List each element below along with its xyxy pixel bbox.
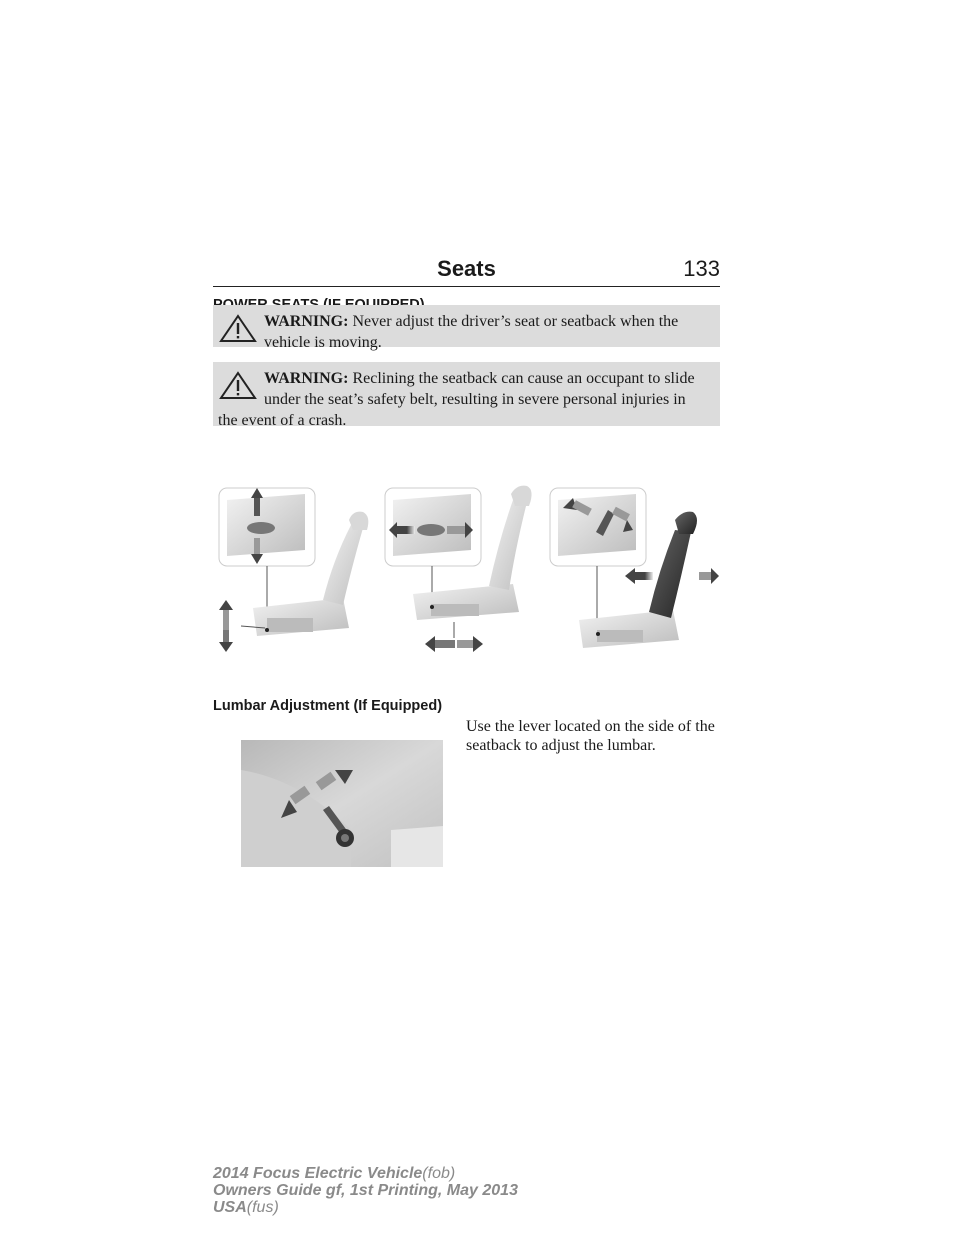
footer-guide: Owners Guide gf, 1st Printing, May 2013: [213, 1182, 518, 1199]
seat-recline-diagram: [550, 488, 719, 648]
warning-label: WARNING:: [264, 370, 349, 387]
footer-vehicle-code: (fob): [422, 1165, 456, 1182]
warning-text: Reclining the seatback can cause an occupant to slide under the seat’s safety belt, resulting in severe personal injuries in the event of a crash.: [218, 370, 695, 429]
lumbar-description: Use the lever located on the side of the seatback to adjust the lumbar.: [466, 718, 715, 754]
footer-market: USA: [213, 1199, 247, 1216]
warning-text: Never adjust the driver’s seat or seatback when the vehicle is moving.: [264, 313, 679, 351]
page-title: Seats: [437, 256, 496, 281]
warning-triangle-icon: [218, 313, 258, 343]
power-seat-illustration: [213, 480, 720, 660]
warning-box-1: [213, 305, 720, 351]
warning-box-2: [213, 362, 720, 429]
page-number: 133: [683, 256, 720, 281]
lumbar-title: Lumbar Adjustment (If Equipped): [213, 698, 443, 714]
warning-label: WARNING:: [264, 313, 349, 330]
lumbar-lever-illustration: [241, 740, 443, 867]
warning-triangle-icon: [218, 370, 258, 400]
seat-height-diagram: [219, 488, 368, 652]
footer-market-code: (fus): [246, 1199, 279, 1216]
footer-vehicle: 2014 Focus Electric Vehicle: [213, 1165, 423, 1182]
page-footer: [213, 1165, 518, 1216]
page-header: [213, 256, 720, 287]
seat-fore-aft-diagram: [385, 486, 532, 652]
